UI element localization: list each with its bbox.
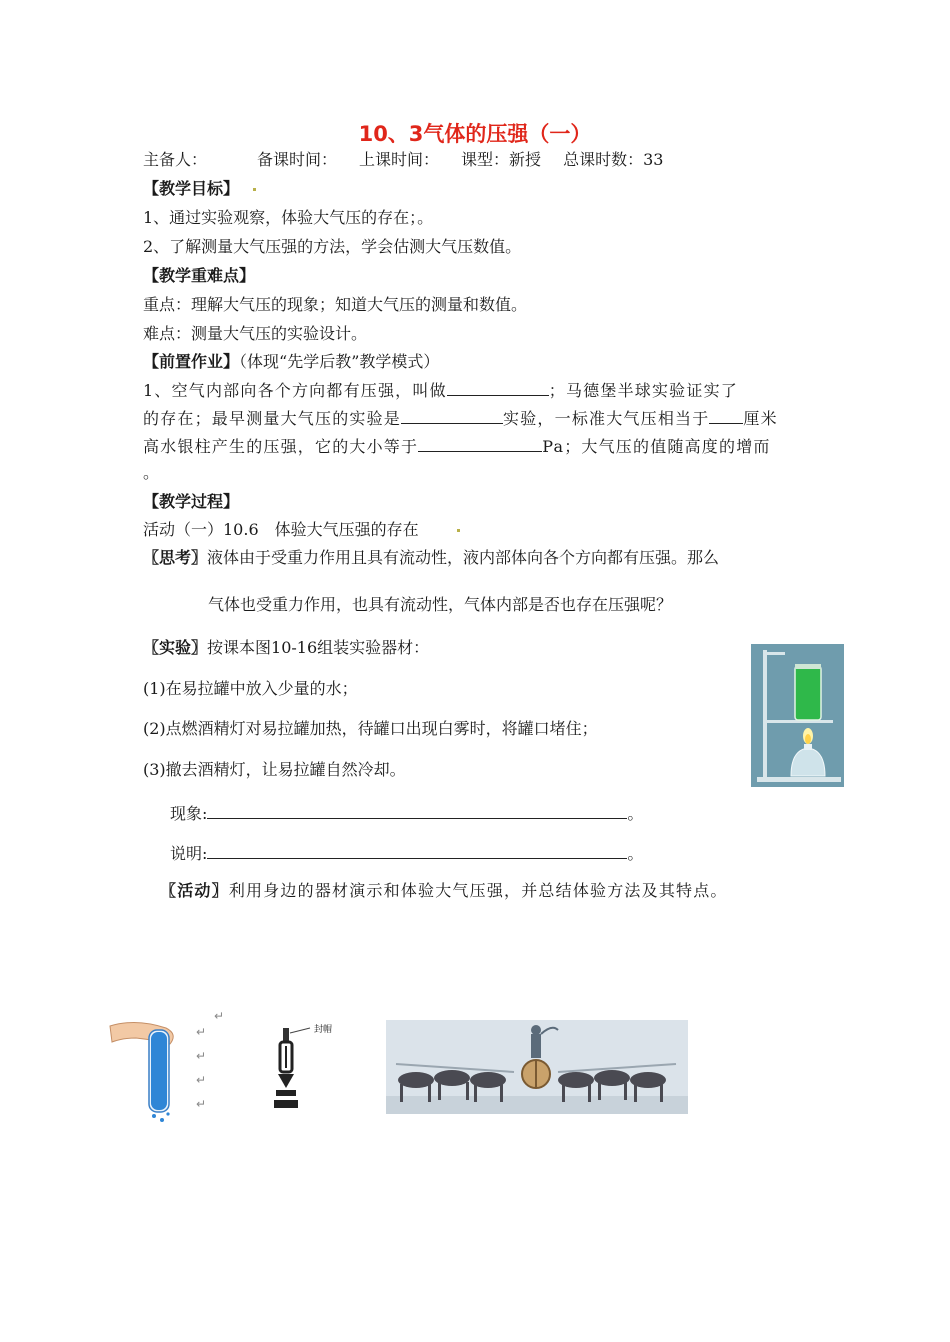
experiment-text: 按课本图10-16组装实验器材：	[207, 638, 430, 657]
activity-title: 活动（一）10.6 体验大气压强的存在	[143, 520, 419, 539]
plug-cap-icon	[283, 1028, 289, 1042]
end-mark: 。	[627, 844, 644, 863]
clamp-arm	[763, 652, 785, 655]
experiment-label: 〖实验〗	[143, 638, 208, 657]
answer-blank[interactable]	[709, 405, 743, 424]
pre-work-line: 。	[143, 463, 160, 482]
objective-item: 2、了解测量大气压强的方法，学会估测大气压数值。	[143, 237, 522, 256]
dot-mark	[253, 188, 256, 191]
water-drop-icon	[152, 1114, 156, 1118]
phenomenon-label: 现象:	[170, 804, 208, 823]
experiment-step: (2)点燃酒精灯对易拉罐加热，待罐口出现白雾时，将罐口堵住；	[143, 719, 598, 738]
return-marks	[196, 1009, 225, 1116]
horse-leg	[428, 1084, 431, 1102]
phenomenon-line	[170, 800, 643, 826]
return-mark: ↵	[196, 1049, 207, 1063]
horse-leg	[562, 1084, 565, 1102]
think-line-2: 气体也受重力作用，也具有流动性，气体内部是否也存在压强呢？	[208, 595, 673, 614]
pre-work-heading	[143, 350, 439, 374]
cone-icon	[278, 1074, 294, 1088]
person-icon	[531, 1034, 541, 1058]
page-title: 10、3气体的压强（一）	[358, 122, 592, 146]
dot-mark	[457, 529, 460, 532]
horse-leg	[598, 1082, 601, 1100]
water-drop-icon	[160, 1118, 164, 1122]
magdeburg-hemispheres-figure	[386, 1020, 688, 1114]
phenomenon-blank[interactable]	[207, 800, 627, 819]
disk-bottom	[274, 1100, 298, 1108]
lesson-meta	[143, 148, 685, 172]
can-heating-figure	[751, 644, 844, 787]
test-tube-water	[151, 1032, 167, 1110]
lamp-wick	[804, 744, 812, 750]
suction-device-figure	[270, 1024, 350, 1114]
meta-class-time: 上课时间：	[359, 150, 440, 169]
pre-work-line	[143, 377, 738, 403]
explain-label: 说明:	[170, 844, 208, 863]
meta-preparer: 主备人：	[143, 150, 208, 169]
pre-work-line	[143, 433, 771, 459]
pre-work-text: 高水银柱产生的压强，它的大小等于	[143, 437, 419, 456]
answer-blank[interactable]	[418, 433, 542, 452]
return-mark: ↵	[196, 1097, 207, 1111]
label-pointer	[290, 1028, 310, 1033]
pre-work-heading-text: 【前置作业】	[143, 352, 240, 371]
pre-work-text: 实验，一标准大气压相当于	[503, 409, 710, 428]
pre-work-text: 厘米	[743, 409, 778, 428]
stand-base	[757, 777, 841, 782]
horse-leg	[500, 1084, 503, 1102]
end-mark: 。	[627, 804, 644, 823]
pre-work-text: ；马德堡半球实验证实了	[548, 381, 738, 400]
meta-lesson-type: 课型：新授	[461, 150, 542, 169]
horse-leg	[400, 1084, 403, 1102]
experiment-line	[143, 636, 429, 660]
pre-work-line	[143, 405, 778, 431]
can-icon	[795, 666, 821, 720]
process-heading: 【教学过程】	[143, 492, 240, 511]
horse-leg	[588, 1084, 591, 1102]
horse-leg	[438, 1082, 441, 1100]
experiment-step: (3)撤去酒精灯，让易拉罐自然冷却。	[143, 760, 406, 779]
activity-line	[143, 518, 460, 542]
experiment-step: (1)在易拉罐中放入少量的水；	[143, 679, 358, 698]
hand-test-tube-figure	[106, 1016, 186, 1124]
explain-line	[170, 840, 643, 866]
disk-top	[276, 1090, 296, 1096]
activity-text: 利用身边的器材演示和体验大气压强，并总结体验方法及其特点。	[228, 881, 728, 900]
think-line	[143, 546, 719, 570]
stand-rod	[763, 650, 767, 782]
can-top	[795, 664, 821, 669]
ground	[386, 1096, 688, 1114]
difficulty-point: 难点：测量大气压的实验设计。	[143, 324, 368, 343]
meta-total-hours: 总课时数：33	[563, 150, 664, 169]
activity-task-line	[160, 879, 728, 903]
think-text: 液体由于受重力作用且具有流动性，液内部体向各个方向都有压强。那么	[207, 548, 720, 567]
objectives-heading-text: 【教学目标】	[143, 179, 240, 198]
key-points-heading: 【教学重难点】	[143, 266, 256, 285]
return-mark: ↵	[196, 1025, 207, 1039]
objective-item: 1、通过实验观察，体验大气压的存在；。	[143, 208, 434, 227]
water-drop-icon	[166, 1112, 169, 1115]
plug-label: 封帽	[314, 1025, 333, 1035]
return-mark: ↵	[214, 1009, 225, 1023]
activity-label: 〖活动〗	[160, 881, 229, 900]
pre-work-note: （体现“先学后教”教学模式）	[239, 352, 440, 371]
objectives-heading	[143, 177, 256, 201]
answer-blank[interactable]	[447, 377, 549, 396]
flame-core	[805, 734, 811, 744]
return-mark: ↵	[196, 1073, 207, 1087]
explain-blank[interactable]	[207, 840, 627, 859]
person-head	[531, 1025, 541, 1035]
horse-leg	[624, 1082, 627, 1100]
meta-prep-time: 备课时间：	[257, 150, 338, 169]
pre-work-text: Pa；大气压的值随高度的增而	[542, 437, 771, 456]
think-label: 〖思考〗	[143, 548, 208, 567]
pre-work-text: 的存在；最早测量大气压的实验是	[143, 409, 402, 428]
key-point: 重点：理解大气压的现象；知道大气压的测量和数值。	[143, 295, 528, 314]
answer-blank[interactable]	[401, 405, 503, 424]
pre-work-text: 1、空气内部向各个方向都有压强，叫做	[143, 381, 447, 400]
horse-leg	[474, 1084, 477, 1102]
horse-leg	[660, 1084, 663, 1102]
horse-leg	[466, 1082, 469, 1100]
horse-leg	[634, 1084, 637, 1102]
